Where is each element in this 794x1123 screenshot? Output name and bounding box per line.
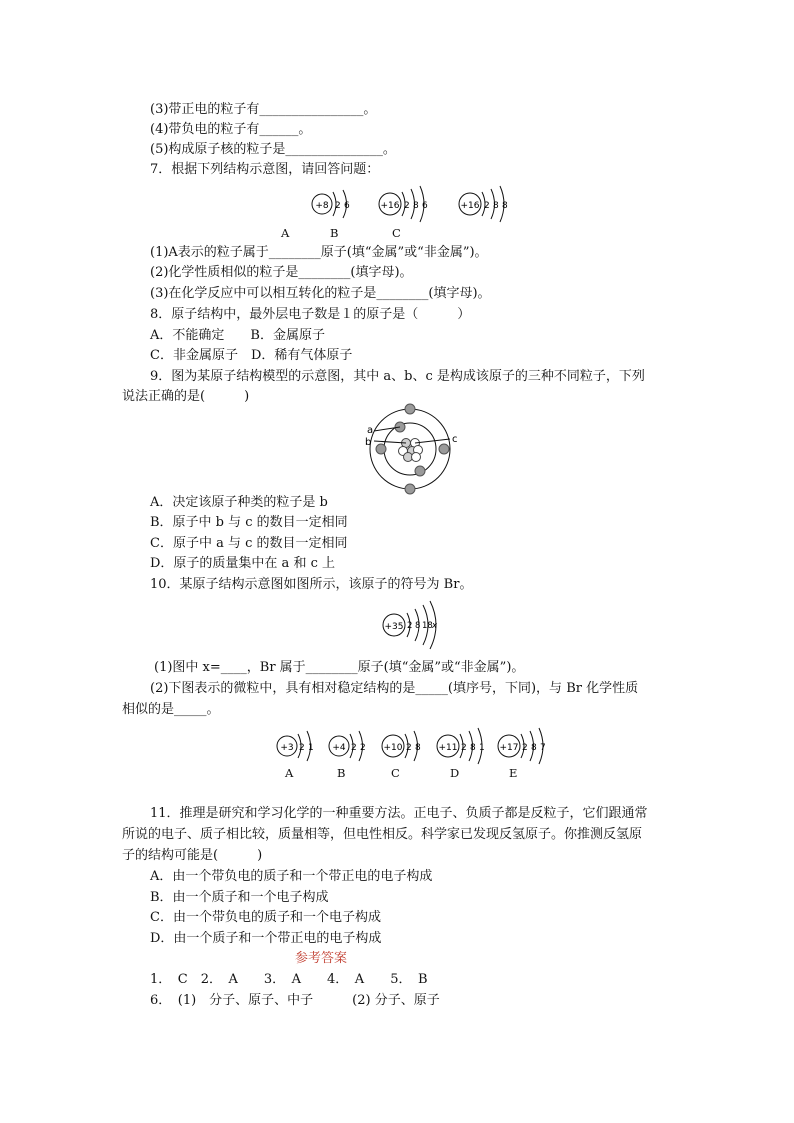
shell-electrons: 2 [406, 743, 412, 753]
q6-line-4: (4)带负电的粒子有______。 [150, 122, 312, 137]
diagram-label-a: A [285, 766, 294, 780]
q10-part-2-line-2: 相似的是_____。 [122, 702, 220, 717]
q9-option-b: B．原子中 b 与 c 的数目一定相同 [150, 515, 348, 530]
shell-electrons: 8 [493, 201, 499, 211]
label-a: a [367, 425, 374, 436]
q9-option-c: C．原子中 a 与 c 的数目一定相同 [150, 536, 348, 551]
q10-part-2-line-1: (2)下图表示的微粒中，具有相对稳定结构的是_____(填序号，下同)，与 Br 化学性质 [150, 681, 639, 696]
q11-stem-line-3: 子的结构可能是( ) [122, 848, 263, 863]
nucleus-charge: +16 [380, 201, 400, 211]
q11-stem-line-1: 11．推理是研究和学习化学的一种重要方法。正电子、负质子都是反粒子，它们跟通常 [150, 806, 648, 821]
q10-part-1: (1)图中 x=____，Br 属于________原子(填“金属”或“非金属”)。 [154, 660, 525, 675]
answer-line-2: 6． (1) 分子、原子、中子 (2) 分子、原子 [150, 993, 440, 1008]
diagram-label-c: C [391, 766, 400, 780]
shell-electrons: 8 [415, 621, 421, 631]
shell-electrons: 8 [413, 201, 419, 211]
shell-electrons: 7 [540, 743, 546, 753]
electron [405, 484, 415, 494]
diagram-label-c: C [392, 226, 401, 240]
structure-diagram-b [329, 731, 366, 761]
q7-part-2: (2)化学性质相似的粒子是________(填字母)。 [150, 265, 413, 280]
nucleus-charge: +35 [384, 622, 404, 632]
nucleus-charge: +10 [383, 743, 403, 753]
electron [415, 466, 425, 476]
nucleus-charge: +8 [315, 201, 329, 211]
structure-diagram-a [277, 731, 314, 761]
answer-key-heading: 参考答案 [295, 951, 348, 966]
shell-electrons: 2 [335, 201, 341, 211]
nucleus-charge: +3 [280, 743, 294, 753]
q8-options-ab: A．不能确定 B．金属原子 [150, 328, 325, 343]
q9-option-a: A．决定该原子种类的粒子是 b [150, 495, 328, 510]
shell-electrons: 8 [470, 743, 476, 753]
shell-electrons: 8 [415, 743, 421, 753]
q6-line-5: (5)构成原子核的粒子是_______________。 [150, 142, 396, 157]
shell-electrons: 2 [360, 743, 366, 753]
q8-options-cd: C．非金属原子 D．稀有气体原子 [150, 348, 353, 363]
q11-option-b: B．由一个质子和一个电子构成 [150, 890, 329, 905]
atom-model-diagram [360, 405, 480, 495]
nucleus-cluster [399, 439, 423, 462]
nucleus-charge: +17 [499, 743, 519, 753]
diagram-label-e: E [509, 766, 518, 780]
diagram-label-b: B [337, 766, 346, 780]
label-c: c [452, 434, 458, 445]
q9-option-d: D．原子的质量集中在 a 和 c 上 [150, 556, 335, 571]
q11-stem-line-2: 所说的电子、质子相比较，质量相等，但电性相反。科学家已发现反氢原子。你推测反氢原 [122, 827, 643, 842]
nucleus-charge: +16 [460, 201, 480, 211]
shell-electrons: 1 [479, 743, 485, 753]
electron [405, 404, 415, 414]
shell-electrons: 8 [502, 201, 508, 211]
q10-stem: 10．某原子结构示意图如图所示，该原子的符号为 Br。 [150, 577, 473, 592]
br-structure-diagram [378, 597, 478, 657]
label-b: b [365, 437, 372, 448]
q10-diagrams [0, 722, 794, 772]
q9-stem-line-1: 9．图为某原子结构模型的示意图，其中 a、b、c 是构成该原子的三种不同粒子，下列 [150, 369, 645, 384]
shell-electrons: 6 [422, 201, 428, 211]
shell-electrons: 2 [461, 743, 467, 753]
q7-part-1: (1)A表示的粒子属于________原子(填“金属”或“非金属”)。 [150, 245, 488, 260]
electron [439, 444, 449, 454]
answer-line-1: 1． C 2． A 3． A 4． A 5． B [150, 972, 428, 987]
shell-electrons: 2 [522, 743, 528, 753]
shell-electrons: 2 [404, 201, 410, 211]
shell-electrons: 1 [308, 743, 314, 753]
nucleus-charge: +11 [438, 743, 458, 753]
diagram-label-d: D [450, 766, 460, 780]
structure-diagram-d [437, 728, 485, 764]
q11-option-a: A．由一个带负电的质子和一个带正电的电子构成 [150, 869, 433, 884]
shell-electrons: 8 [531, 743, 537, 753]
diagram-label-b: B [330, 226, 339, 240]
structure-diagram-b [379, 186, 428, 222]
diagram-label-a: A [281, 226, 290, 240]
structure-diagram-c [459, 186, 508, 222]
shell-electrons: 18 [422, 621, 433, 631]
shell-electrons: 2 [407, 621, 413, 631]
electron [376, 444, 386, 454]
q6-line-3: (3)带正电的粒子有________________。 [150, 102, 377, 117]
q11-option-d: D．由一个质子和一个带正电的电子构成 [150, 931, 382, 946]
q7-part-3: (3)在化学反应中可以相互转化的粒子是________(填字母)。 [150, 286, 491, 301]
structure-diagram-c [382, 731, 421, 761]
structure-diagram-a [312, 190, 350, 218]
shell-electrons: x [432, 621, 438, 631]
shell-electrons: 6 [344, 201, 350, 211]
shell-electrons: 2 [484, 201, 490, 211]
q11-option-c: C．由一个带负电的质子和一个电子构成 [150, 910, 381, 925]
nucleus-charge: +4 [332, 743, 346, 753]
q7-stem: 7．根据下列结构示意图，请回答问题： [150, 162, 380, 177]
structure-diagram-e [498, 728, 546, 764]
q9-stem-line-2: 说法正确的是( ) [122, 389, 250, 404]
shell-electrons: 2 [351, 743, 357, 753]
shell-electrons: 2 [299, 743, 305, 753]
q8-stem: 8．原子结构中，最外层电子数是１的原子是（ ） [150, 307, 471, 322]
